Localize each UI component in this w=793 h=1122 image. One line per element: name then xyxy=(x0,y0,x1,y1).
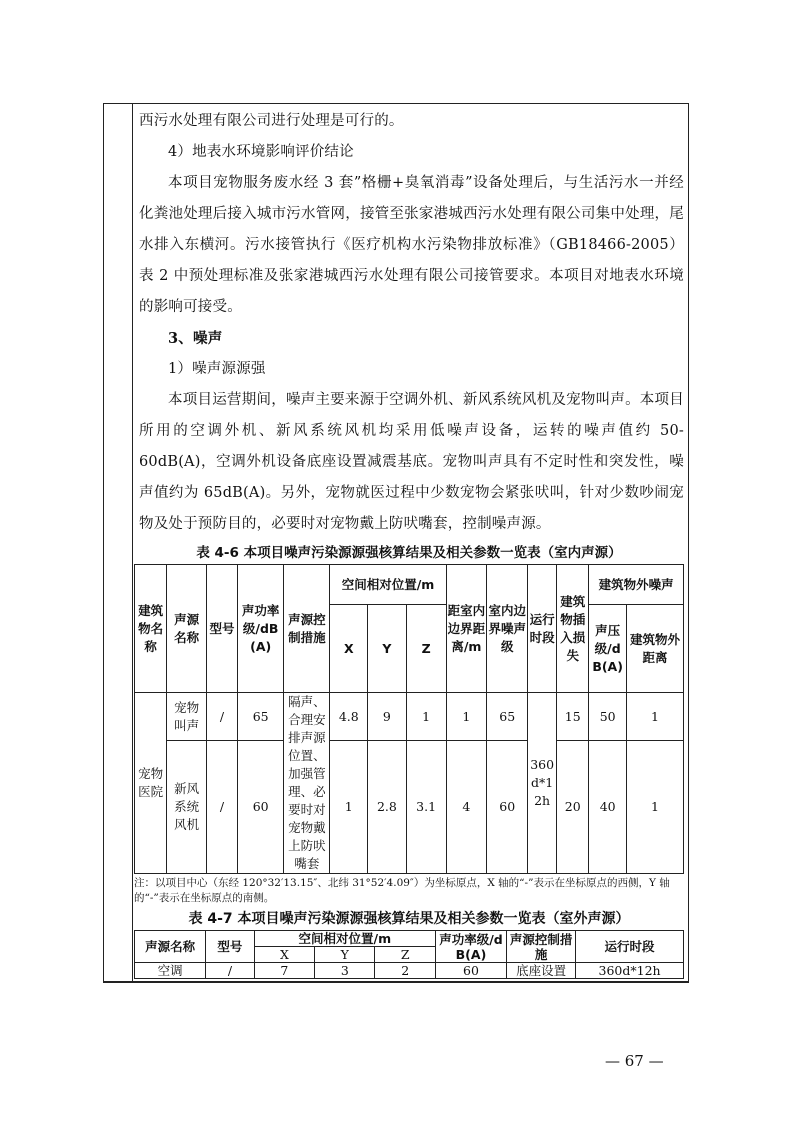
header-z: Z xyxy=(406,605,446,693)
header-time: 运行时段 xyxy=(576,931,684,963)
header-outside-noise: 建筑物外噪声 xyxy=(589,565,684,605)
cell-time: 360d*12h xyxy=(576,963,684,979)
subheading: 1）噪声源源强 xyxy=(168,361,266,377)
cell-x: 4.8 xyxy=(330,693,368,741)
header-y: Y xyxy=(368,605,407,693)
content-column xyxy=(132,104,688,981)
cell-spl: 40 xyxy=(589,741,627,874)
cell-y: 3 xyxy=(315,963,375,979)
cell-model: / xyxy=(206,963,255,979)
cell-indoor: 60 xyxy=(487,741,528,874)
table-row xyxy=(135,963,684,979)
cell-distance: 4 xyxy=(446,741,487,874)
cell-y: 9 xyxy=(368,693,407,741)
cell-distance: 1 xyxy=(446,693,487,741)
cell-loss: 20 xyxy=(557,741,589,874)
cell-z: 1 xyxy=(406,693,446,741)
cell-z: 2 xyxy=(375,963,435,979)
header-source: 声源名称 xyxy=(167,565,207,693)
header-building: 建筑物名称 xyxy=(135,565,167,693)
cell-loss: 15 xyxy=(557,693,589,741)
page-number: — 67 — xyxy=(605,1052,664,1070)
cell-model: / xyxy=(206,693,237,741)
header-power: 声功率级/dB(A) xyxy=(435,931,506,963)
page-frame xyxy=(103,103,689,983)
header-x: X xyxy=(254,947,314,963)
cell-power: 60 xyxy=(238,741,284,874)
header-y: Y xyxy=(315,947,375,963)
building-name: 宠物医院 xyxy=(135,693,167,874)
cell-power: 65 xyxy=(238,693,284,741)
cell-spl: 50 xyxy=(589,693,627,741)
table-4-6-title: 表 4-6 本项目噪声污染源源强核算结果及相关参数一览表（室内声源） xyxy=(196,545,622,561)
header-distance: 距室内边界距离/m xyxy=(446,565,487,693)
table-4-7 xyxy=(134,930,684,979)
cell-control: 底座设置 xyxy=(507,963,576,979)
section-heading: 3、噪声 xyxy=(168,330,223,347)
cell-x: 7 xyxy=(254,963,314,979)
header-position: 空间相对位置/m xyxy=(330,565,446,605)
table-row xyxy=(135,693,684,741)
header-insertion-loss: 建筑物插入损失 xyxy=(557,565,589,693)
header-time: 运行时段 xyxy=(528,565,557,693)
header-model: 型号 xyxy=(206,565,237,693)
paragraph: 本项目运营期间，噪声主要来源于空调外机、新风系统风机及宠物叫声。本项目所用的空调外机、新风系统风机均采用低噪声设备，运转的噪声值约 50-60dB(A)，空调外机设备底座设置减震基底。宠物叫声具有不定时性和突发性，噪声值约为 65dB(A)。另外，宠物就医过程中少数宠物会紧张吠叫，针对少数吵闹宠物及处于预防目的，必要时对宠物戴上防吠嘴套，控制噪声源。 xyxy=(139,392,684,532)
header-z: Z xyxy=(375,947,435,963)
cell-indoor: 65 xyxy=(487,693,528,741)
cell-model: / xyxy=(206,741,237,874)
cell-y: 2.8 xyxy=(368,741,407,874)
table-4-7-title: 表 4-7 本项目噪声污染源源强核算结果及相关参数一览表（室外声源） xyxy=(188,911,630,927)
header-control: 声源控制措施 xyxy=(284,565,330,693)
header-source: 声源名称 xyxy=(135,931,206,963)
cell-power: 60 xyxy=(435,963,506,979)
header-indoor-level: 室内边界噪声级 xyxy=(487,565,528,693)
paragraph: 西污水处理有限公司进行处理是可行的。 xyxy=(139,113,404,129)
cell-source: 空调 xyxy=(135,963,206,979)
header-control: 声源控制措施 xyxy=(507,931,576,963)
header-position: 空间相对位置/m xyxy=(254,931,435,947)
header-spl: 声压级/dB(A) xyxy=(589,605,627,693)
cell-outside-distance: 1 xyxy=(626,693,683,741)
cell-source: 新风系统风机 xyxy=(167,741,207,874)
subheading: 4）地表水环境影响评价结论 xyxy=(168,144,354,160)
run-time: 360d*12h xyxy=(528,693,557,874)
table-row xyxy=(135,741,684,874)
header-outside-distance: 建筑物外距离 xyxy=(626,605,683,693)
cell-outside-distance: 1 xyxy=(626,741,683,874)
cell-x: 1 xyxy=(330,741,368,874)
control-measures: 隔声、合理安排声源位置、加强管理、必要时对宠物戴上防吠嘴套 xyxy=(284,693,330,874)
paragraph: 本项目宠物服务废水经 3 套”格栅+臭氧消毒”设备处理后，与生活污水一并经化粪池处理后接入城市污水管网，接管至张家港城西污水处理有限公司集中处理，尾水排入东横河。污水接管执行《医疗机构水污染物排放标准》（GB18466-2005）表 2 中预处理标准及张家港城西污水处理有限公司接管要求。本项目对地表水环境的影响可接受。 xyxy=(139,175,684,315)
table-4-6 xyxy=(134,564,684,874)
cell-source: 宠物叫声 xyxy=(167,693,207,741)
header-x: X xyxy=(330,605,368,693)
header-model: 型号 xyxy=(206,931,255,963)
table-note: 注：以项目中心（东经 120°32′13.15″、北纬 31°52′4.09″）为坐标原点，X 轴的“-”表示在坐标原点的西侧，Y 轴的“-”表示在坐标原点的南侧。 xyxy=(134,877,670,904)
cell-z: 3.1 xyxy=(406,741,446,874)
header-power: 声功率级/dB(A) xyxy=(238,565,284,693)
